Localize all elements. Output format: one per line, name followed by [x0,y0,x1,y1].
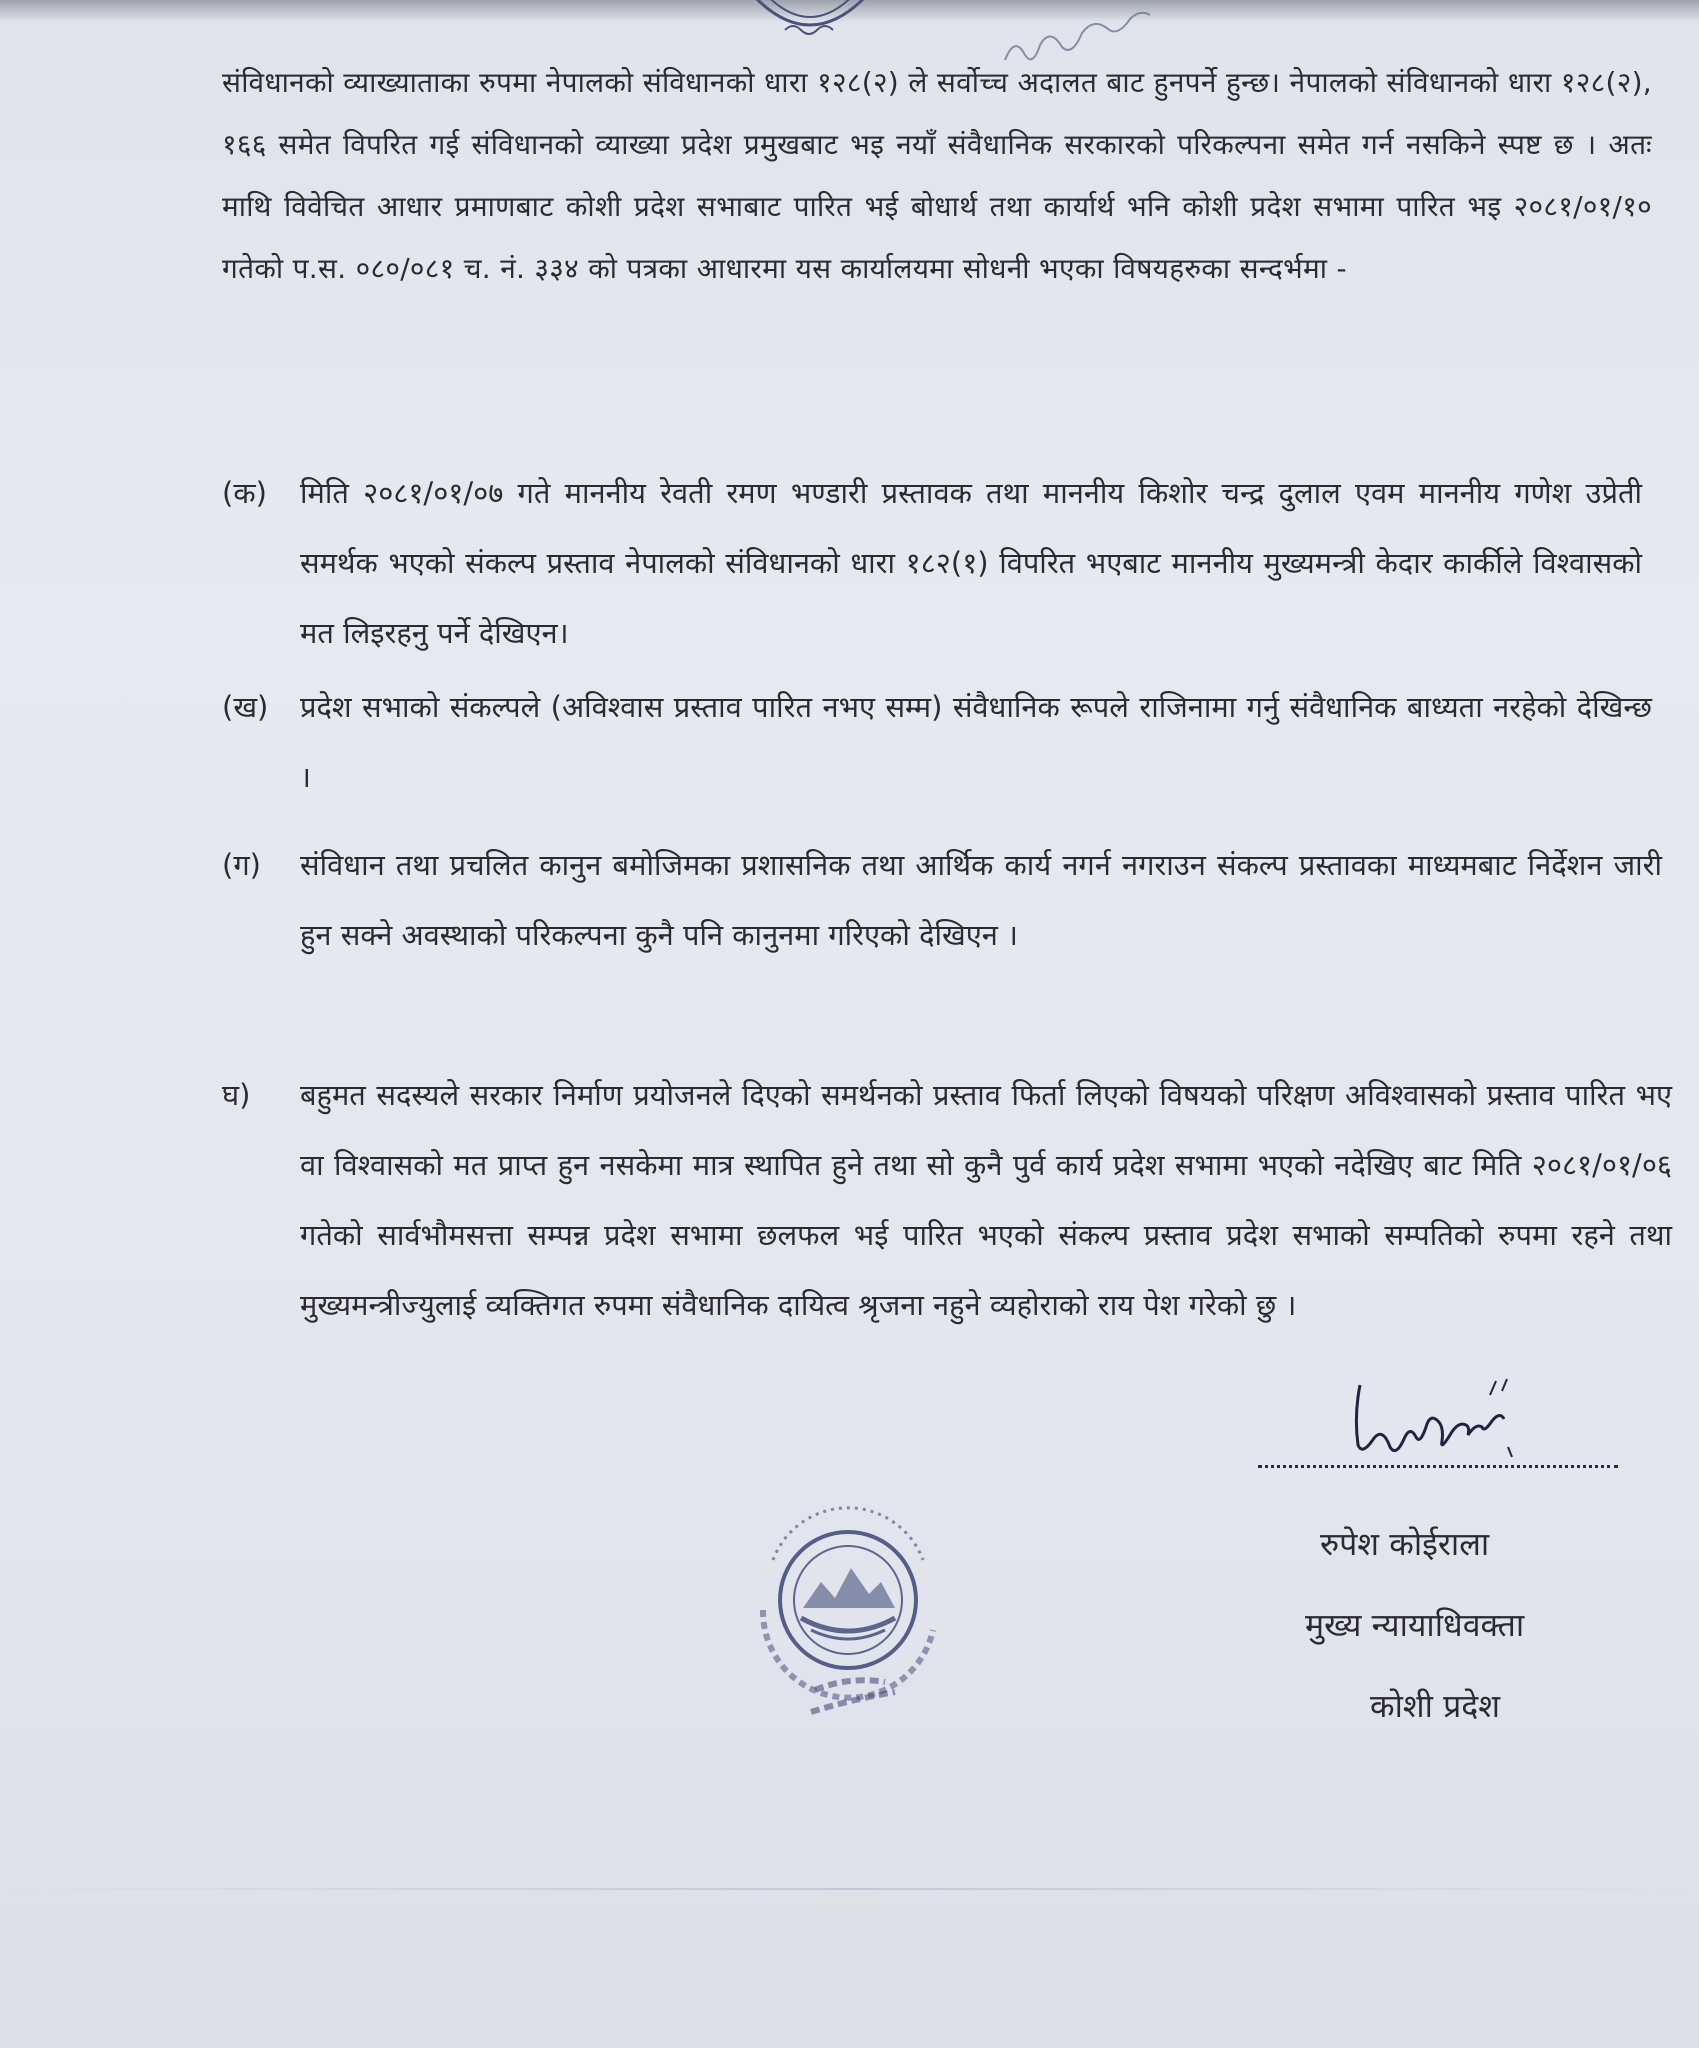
signature-line [1258,1445,1618,1468]
list-item-text: प्रदेश सभाको संकल्पले (अविश्वास प्रस्ताव पारित नभए सम्म) संवैधानिक रूपले राजिनामा गर्नु संवैधानिक बाध्यता नरहेको देखिन्छ । [300,690,1652,794]
signatory-name: रुपेश कोईराला [1320,1525,1490,1563]
list-marker: (क) [222,476,267,510]
list-marker: (ख) [222,690,269,724]
list-marker: घ) [222,1078,251,1112]
list-item-text: संविधान तथा प्रचलित कानुन बमोजिमका प्रशासनिक तथा आर्थिक कार्य नगर्न नगराउन संकल्प प्रस्तावका माध्यमबाट निर्देशन जारी हुन सक्ने अवस्थाको परिकल्पना कुनै पनि कानुनमा गरिएको देखिएन । [300,848,1662,952]
office-stamp [733,1490,963,1720]
list-marker: (ग) [222,848,261,882]
list-item-text: बहुमत सदस्यले सरकार निर्माण प्रयोजनले दिएको समर्थनको प्रस्ताव फिर्ता लिएको विषयको परिक्षण अविश्वासको प्रस्ताव पारित भए वा विश्वासको मत प्राप्त हुन नसकेमा मात्र स्थापित हुने तथा सो कुनै पुर्व कार्य प्रदेश सभामा भएको नदेखिए बाट मिति २०८१/०१/०६ गतेको सार्वभौमसत्ता सम्पन्न प्रदेश सभामा छलफल भई पारित भएको संकल्प प्रस्ताव प्रदेश सभाको सम्पतिको रुपमा रहने तथा मुख्यमन्त्रीज्युलाई व्यक्तिगत रुपमा संवैधानिक दायित्व श्रृजना नहुने व्यहोराको राय पेश गरेको छु । [300,1078,1672,1322]
signatory-province: कोशी प्रदेश [1370,1687,1501,1725]
list-item-text: मिति २०८१/०१/०७ गते माननीय रेवती रमण भण्डारी प्रस्तावक तथा माननीय किशोर चन्द्र दुलाल एवम माननीय गणेश उप्रेती समर्थक भएको संकल्प प्रस्ताव नेपालको संविधानको धारा १८२(१) विपरित भएबाट माननीय मुख्यमन्त्री केदार कार्कीले विश्वासको मत लिइरहनु पर्ने देखिएन। [300,476,1642,650]
intro-paragraph: संविधानको व्याख्याताका रुपमा नेपालको संविधानको धारा १२८(२) ले सर्वोच्च अदालत बाट हुनपर्ने हुन्छ। नेपालको संविधानको धारा १२८(२), १६६ समेत विपरित गई संविधानको व्याख्या प्रदेश प्रमुखबाट भइ नयाँ संवैधानिक सरकारको परिकल्पना समेत गर्न नसकिने स्पष्ट छ । अतः माथि विवेचित आधार प्रमाणबाट कोशी प्रदेश सभाबाट पारित भई बोधार्थ तथा कार्यार्थ भनि कोशी प्रदेश सभामा पारित भइ २०८१/०१/१० गतेको प.स. ०८०/०८१ च. नं. ३३४ को पत्रका आधारमा यस कार्यालयमा सोधनी भएका विषयहरुका सन्दर्भमा - [222,66,1652,285]
page-fold-line [0,1888,1699,1890]
signatory-designation: मुख्य न्यायाधिवक्ता [1305,1606,1525,1644]
